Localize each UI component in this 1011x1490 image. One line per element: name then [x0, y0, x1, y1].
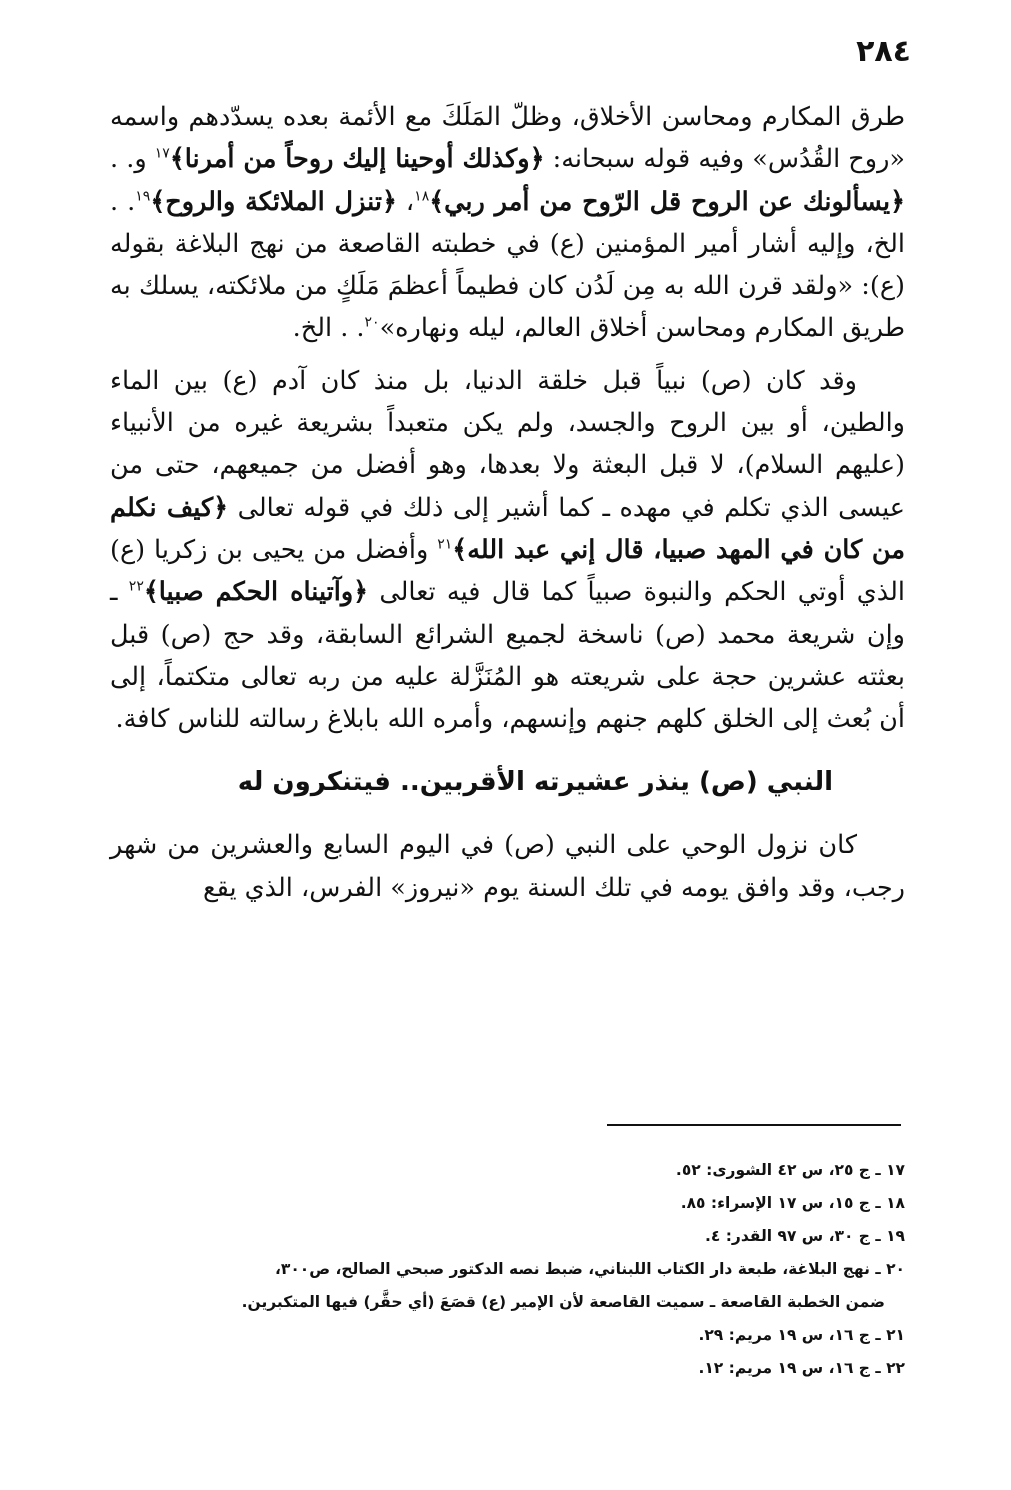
quran-quote: ﴿وكذلك أوحينا إليك روحاً من أمرنا﴾	[169, 144, 545, 175]
footnote-18: ١٨ ـ ج ١٥، س ١٧ الإسراء: ٨٥.	[680, 1194, 905, 1212]
footnote-20: ٢٠ ـ نهج البلاغة، طبعة دار الكتاب اللبناني، ضبط نصه الدكتور صبحي الصالح، ص٣٠٠،	[274, 1260, 905, 1278]
footnote-ref: ٢١	[437, 536, 453, 553]
footnote-20-continued: ضمن الخطبة القاصعة ـ سميت القاصعة لأن الإمير (ع) قصَعَ (أي حقَّر) فيها المتكبرين.	[241, 1293, 885, 1311]
text-segment: وقد كان (ص) نبياً قبل خلقة الدنيا، بل منذ كان آدم (ع) بين الماء والطين، أو بين الروح والجسد، ولم يكن متعبداً بشريعة غيره من الأنبياء (عليهم السلام)، لا قبل البعثة ولا بعدها، وهو أفضل من جميعهم، حتى من عيسى الذي تكلم في مهده ـ كما أشير إلى ذلك في قوله تعالى	[110, 365, 905, 523]
footnote-ref: ١٧	[154, 145, 170, 162]
footnote-19: ١٩ ـ ج ٣٠، س ٩٧ القدر: ٤.	[704, 1227, 905, 1245]
section-heading: النبي (ص) ينذر عشيرته الأقربين.. فيتنكرون له	[237, 767, 833, 798]
main-text	[110, 96, 905, 919]
footnote-22: ٢٢ ـ ج ١٦، س ١٩ مريم: ١٢.	[698, 1359, 905, 1377]
text-segment: . . الخ، وإليه أشار أمير المؤمنين (ع) في خطبته القاصعة من نهج البلاغة بقوله (ع): «ولقد قرن الله به مِن لَدُن كان فطيماً أعظمَ مَلَكٍ من ملائكته، يسلك به طريق المكارم ومحاسن أخلاق العالم، ليله ونهاره»	[110, 186, 905, 344]
text-segment: طرق المكارم ومحاسن الأخلاق، وظلّ المَلَكَ مع الأئمة بعده يسدّدهم واسمه «روح القُدُس» وفيه قوله سبحانه:	[110, 102, 905, 175]
page-number: ٢٨٤	[856, 34, 911, 69]
footnote-ref: ١٩	[135, 188, 151, 205]
quran-quote: ﴿وآتيناه الحكم صبيا﴾	[143, 577, 369, 608]
text-segment: و. .	[110, 144, 155, 175]
text-segment: ،	[396, 186, 415, 217]
text-segment: كان نزول الوحي على النبي (ص) في اليوم السابع والعشرين من شهر رجب، وقد وافق يومه في تلك السنة يوم «نيروز» الفرس، الذي يقع	[110, 830, 905, 903]
footnote-ref: ٢٠	[364, 314, 380, 331]
paragraph-2	[110, 360, 905, 741]
footnote-ref: ٢٢	[128, 578, 144, 595]
text-segment: ـ وإن شريعة محمد (ص) ناسخة لجميع الشرائع السابقة، وقد حج (ص) قبل بعثته عشرين حجة على شريعته هو المُنَزَّلة عليه من ربه تعالى متكتماً، إلى أن بُعث إلى الخلق كلهم جنهم وإنسهم، وأمره الله بابلاغ رسالته للناس كافة.	[110, 577, 905, 735]
footnote-divider	[607, 1124, 901, 1126]
paragraph-3	[110, 824, 905, 909]
text-segment: . . الخ.	[292, 313, 365, 344]
quran-quote: ﴿كيف نكلم من كان في المهد صبيا، قال إني عبد الله﴾	[110, 492, 905, 565]
text-segment: وأفضل من يحيى بن زكريا (ع) الذي أوتي الحكم والنبوة صبياً كما قال فيه تعالى	[110, 534, 906, 608]
footnote-17: ١٧ ـ ج ٢٥، س ٤٢ الشورى: ٥٢.	[675, 1161, 905, 1179]
quran-quote: ﴿تنزل الملائكة والروح﴾	[150, 186, 397, 217]
quran-quote: ﴿يسألونك عن الروح قل الرّوح من أمر ربي﴾	[429, 186, 906, 217]
footnote-ref: ١٨	[414, 188, 430, 205]
footnotes	[110, 1154, 905, 1385]
footnote-21: ٢١ ـ ج ١٦، س ١٩ مريم: ٢٩.	[698, 1326, 905, 1344]
paragraph-1	[110, 96, 905, 350]
